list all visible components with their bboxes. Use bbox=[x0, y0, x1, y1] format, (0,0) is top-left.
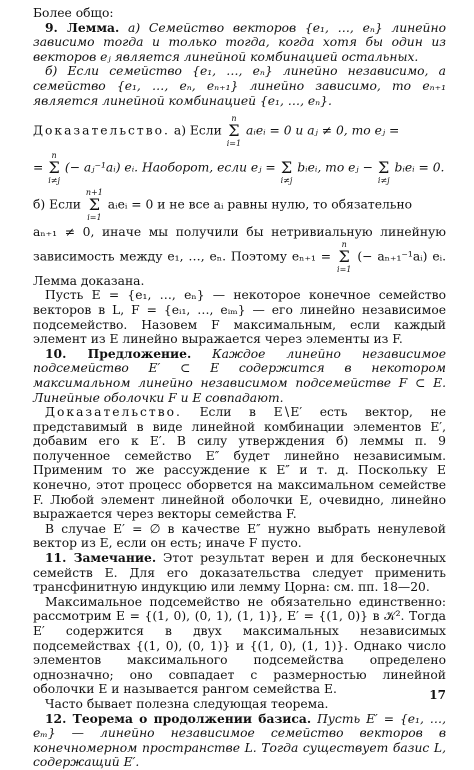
theorem-12-text: Пусть E′ = {e₁, …, eₘ} — линейно независимое семейство векторов в конечномерном пространстве L. Тогда существует базис L, содержащий E′. bbox=[33, 711, 446, 770]
lemma-9 bbox=[33, 21, 446, 65]
proof-10: Доказательство. Если в E∖E′ есть вектор, не представимый в виде линейной комбинации элементов E′, добавим его к E′. В силу утверждения б) леммы п. 9 полученное семейство E″ будет линейно независимым. Применим то же рассуждение к E″ и т. д. Поскольку E конечно, этот процесс оборвется на максимальном семействе F. Любой элемент линейной оболочки E, очевидно, линейно выражается через векторы семейства F. bbox=[33, 405, 446, 522]
proof-b-text1: aᵢeᵢ = 0 и не все aᵢ равны нулю, то обязательно bbox=[107, 197, 413, 212]
proof-a-eq1: aᵢeᵢ = 0 и aⱼ ≠ 0, то eⱼ = bbox=[246, 123, 400, 138]
paragraph-pust: Пусть E = {e₁, …, eₙ} — некоторое конечное семейство векторов в L, F = {eᵢ₁, …, eᵢₘ} — его линейно независимое подсемейство. Назовем F максимальным, если каждый элемент из E линейно выражается через элементы из F. bbox=[33, 288, 446, 347]
proposition-10 bbox=[33, 347, 446, 405]
sum-symbol: n+1 Σ i=1 bbox=[85, 188, 103, 223]
remark-11-text: Этот результат верен и для бесконечных семейств E. Для его доказательства следует применить трансфинитную индукцию или лемму Цорна: см. пп. 18—20. bbox=[33, 551, 446, 595]
lemma-9-part-b: б) Если семейство {e₁, …, eₙ} линейно независимо, а семейство {e₁, …, eₙ, eₙ₊₁} линейно зависимо, то eₙ₊₁ является линейной комбинацией {e₁, …, eₙ}. bbox=[33, 64, 446, 108]
proof-b-text2: aₙ₊₁ ≠ 0, иначе мы получили бы нетривиальную линейную зависимость между e₁, …, eₙ. Поэтому eₙ₊₁ = n Σ i=1 (− aₙ₊₁⁻¹aᵢ) eᵢ. Лемма доказана. bbox=[33, 225, 446, 288]
lemma-9-heading: 9. Лемма. bbox=[45, 19, 120, 35]
remark-11-heading: 11. Замечание. bbox=[45, 550, 157, 566]
proposition-10-heading: 10. Предложение. bbox=[45, 345, 192, 361]
sum-symbol: Σ i≠j bbox=[280, 158, 293, 186]
proposition-10-text: Каждое линейно независимое подсемейство E′ ⊂ E содержится в некотором максимальном линейно независимом подсемействе F ⊂ E. Линейные оболочки F и E совпадают. bbox=[33, 346, 446, 405]
proof-b-line1: б) Если n+1 Σ i=1 aᵢeᵢ = 0 и не все aᵢ равны нулю, то обязательно bbox=[33, 188, 413, 223]
sum-symbol: n Σ i=1 bbox=[226, 114, 242, 149]
theorem-12-heading: 12. Теорема о продолжении базиса. bbox=[45, 710, 312, 726]
proof-word: Доказательство. bbox=[33, 123, 170, 138]
intro-line: Более общо: bbox=[33, 6, 114, 20]
sum-symbol: n Σ i=1 bbox=[337, 239, 352, 274]
paragraph-case: В случае E′ = ∅ в качестве E″ нужно выбрать ненулевой вектор из E, если он есть; иначе F пусто. bbox=[33, 521, 446, 551]
proof-a-line1 bbox=[33, 114, 446, 148]
paragraph-maximal: Максимальное подсемейство не обязательно единственно: рассмотрим E = {(1, 0), (0, 1), (1, 1)}, E′ = {(1, 0)} в 𝒦². Тогда E′ содержится в двух максимальных независимых подсемействах {(1, 0), (0, 1)} и {(1, 0), (1, 1)}. Однако число элементов максимального подсемейства определено однозначно; оно совпадает с размерностью линейной оболочки E и называется рангом семейства E. bbox=[33, 594, 446, 697]
proof-a-line2: = n Σ i≠j (− aⱼ⁻¹aᵢ) eᵢ. Наоборот, если eⱼ = Σ i≠j bᵢeᵢ, то eⱼ − Σ i≠j bᵢeᵢ = 0. bbox=[33, 151, 445, 186]
sum-symbol: Σ i≠j bbox=[377, 158, 390, 186]
lemma-9-part-a: а) Семейство векторов {e₁, …, eₙ} линейно зависимо тогда и только тогда, когда хотя бы один из векторов eⱼ является линейной комбинацией остальных. bbox=[33, 20, 446, 64]
remark-11 bbox=[33, 551, 446, 595]
theorem-12 bbox=[33, 712, 446, 770]
paragraph-often: Часто бывает полезна следующая теорема. bbox=[45, 696, 329, 711]
proof-a-if: а) Если bbox=[173, 123, 222, 138]
sum-symbol: n Σ i≠j bbox=[48, 151, 60, 186]
proof-a-eq2: (− aⱼ⁻¹aᵢ) eᵢ. Наоборот, если eⱼ = bbox=[64, 160, 276, 175]
page-number: 17 bbox=[429, 688, 446, 702]
